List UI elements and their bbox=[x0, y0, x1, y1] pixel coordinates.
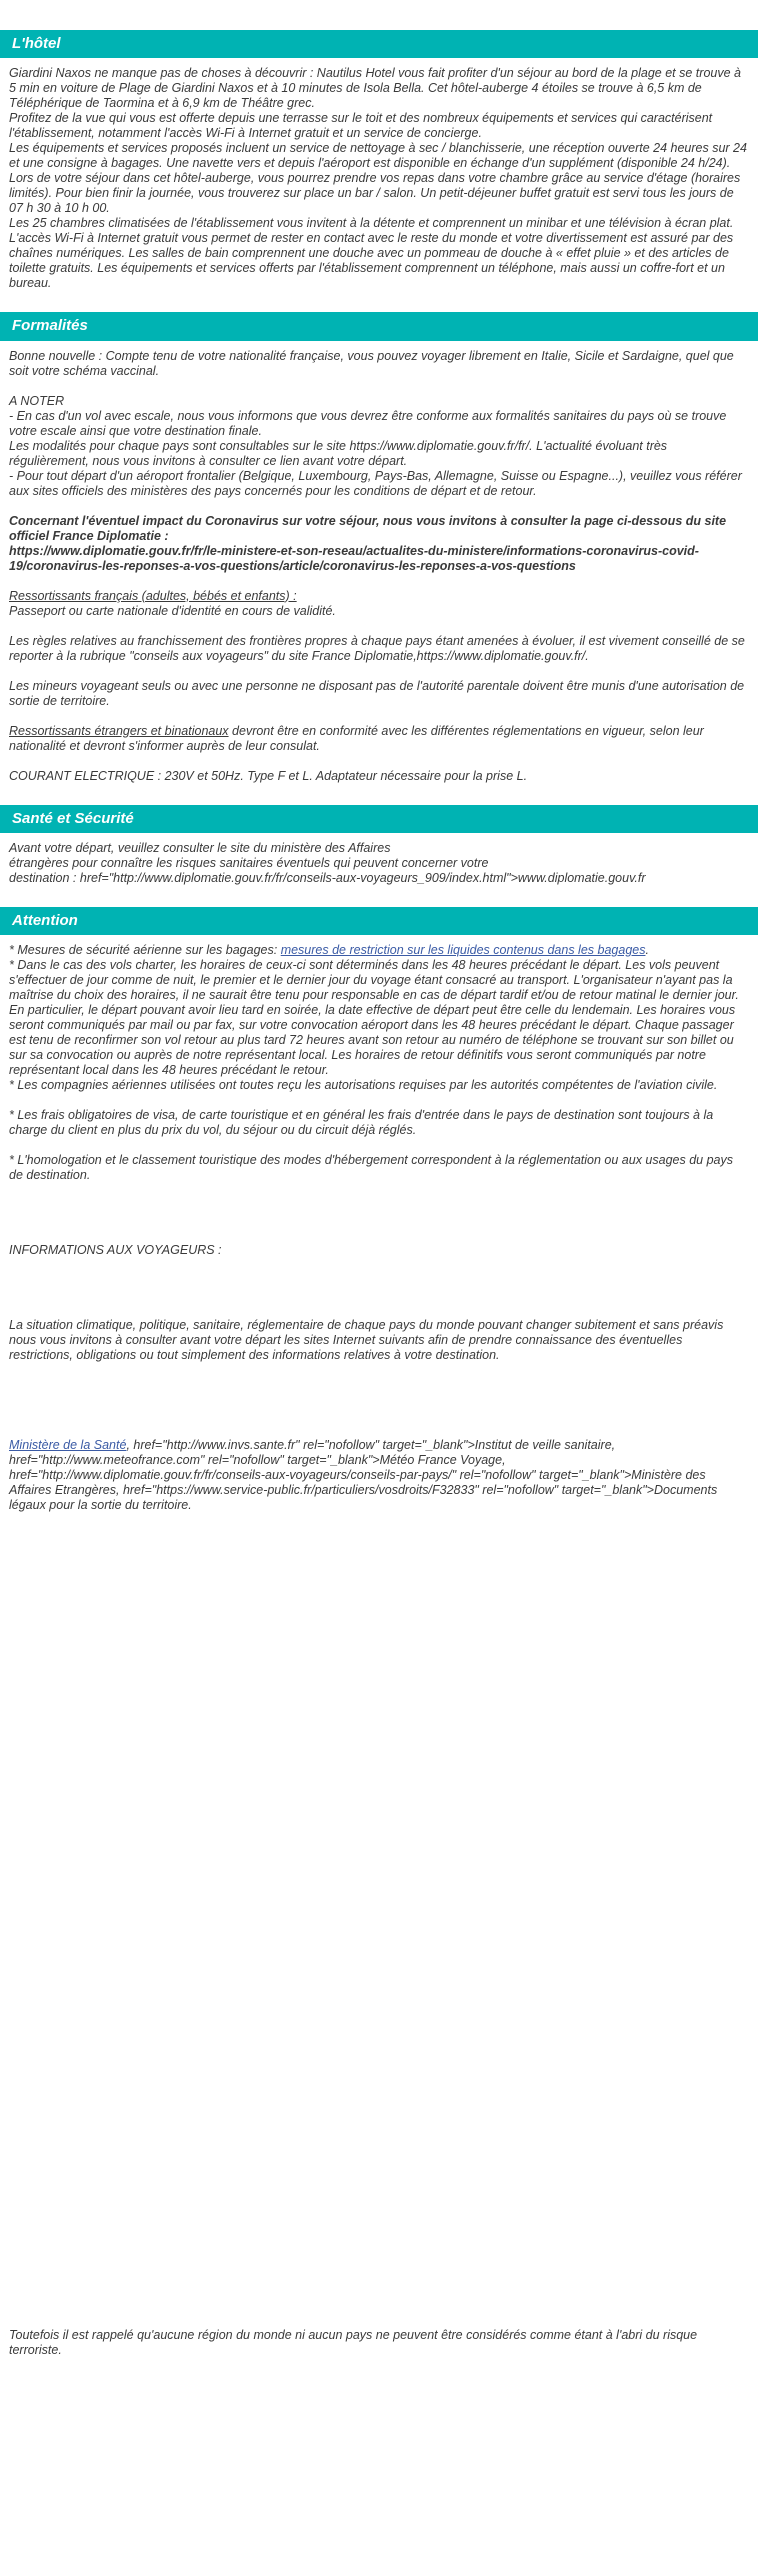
ressortissants-francais-heading bbox=[9, 589, 749, 604]
ressortissants-etrangers-note bbox=[9, 724, 749, 754]
paragraph bbox=[9, 1078, 749, 1093]
blank-line bbox=[9, 1303, 749, 1318]
paragraph bbox=[9, 604, 749, 619]
section-sante-securite bbox=[0, 805, 758, 886]
paragraph bbox=[9, 439, 749, 469]
blank-line bbox=[9, 1093, 749, 1108]
blank-line bbox=[9, 1423, 749, 1438]
courant-electrique-note bbox=[9, 769, 749, 784]
blank-line bbox=[9, 574, 749, 589]
text-run: - Pour tout départ d'un aéroport frontalier (Belgique, Luxembourg, Pays-Bas, Allemagne, Suisse ou Espagne...), veuillez vous référer aux sites officiels des ministères des pays concernés pour les conditions de départ et de retour. bbox=[9, 468, 742, 498]
blank-line bbox=[9, 379, 749, 394]
section-title-attention: Attention bbox=[12, 911, 78, 929]
text-run: Bonne nouvelle : Compte tenu de votre nationalité française, vous pouvez voyager librement en Italie, Sicile et Sardaigne, quel que soit votre schéma vaccinal. bbox=[9, 348, 734, 378]
paragraph bbox=[9, 349, 749, 379]
text-run: Giardini Naxos ne manque pas de choses à découvrir : Nautilus Hotel vous fait profiter d'un séjour au bord de la plage et se trouve à 5 min en voiture de Plage de Giardini Naxos et à 10 minutes de Isola Bella. Cet hôtel-auberge 4 étoiles se trouve à 6,5 km de Téléphérique de Taormina et à 6,9 km de Théâtre grec. bbox=[9, 66, 741, 111]
paragraph bbox=[9, 216, 749, 291]
section-body-hotel bbox=[0, 58, 758, 291]
paragraph bbox=[9, 841, 749, 856]
coronavirus-url bbox=[9, 544, 749, 574]
section-header-hotel bbox=[0, 30, 758, 58]
text-run: * Mesures de sécurité aérienne sur les bagages: bbox=[9, 943, 281, 957]
text-run: La situation climatique, politique, sanitaire, réglementaire de chaque pays du monde pouvant changer subitement et sans préavis bbox=[9, 1318, 724, 1332]
blank-line bbox=[9, 1198, 749, 1213]
paragraph bbox=[9, 679, 749, 709]
text-run: destination : href="http://www.diplomatie.gouv.fr/fr/conseils-aux-voyageurs_909/index.html">www.diplomatie.gouv.fr bbox=[9, 870, 646, 885]
paragraph bbox=[9, 141, 749, 171]
risque-terroriste-note bbox=[9, 2328, 749, 2358]
blank-line bbox=[9, 664, 749, 679]
blank-line bbox=[9, 1258, 749, 1273]
blank-line bbox=[9, 1213, 749, 1228]
blank-line bbox=[9, 1288, 749, 1303]
paragraph bbox=[9, 634, 749, 664]
paragraph bbox=[9, 871, 749, 886]
text-run: Les règles relatives au franchissement des frontières propres à chaque pays étant amenées à évoluer, il est vivement conseillé de se reporter à la rubrique "conseils aux voyageurs" du site France Diplomatie,https://www.diplomatie.gouv.fr/. bbox=[9, 633, 745, 663]
text-run: Les mineurs voyageant seuls ou avec une personne ne disposant pas de l'autorité parentale doivent être munis d'une autorisation de sortie de territoire. bbox=[9, 678, 745, 708]
text-run: Profitez de la vue qui vous est offerte depuis une terrasse sur le toit et des nombreux équipements et services qui caractérisent l'établissement, notamment l'accès Wi-Fi à Internet gratuit et un service de concierge. bbox=[9, 111, 713, 141]
bold-text: https://www.diplomatie.gouv.fr/fr/le-ministere-et-son-reseau/actualites-du-ministere/informations-coronavirus-covid-19/coronavirus-les-reponses-a-vos-questions/article/coronavirus-les-reponses-a-vos-questions bbox=[9, 543, 699, 573]
text-run: Toutefois il est rappelé qu'aucune région du monde ni aucun pays ne peuvent être considérés comme étant à l'abri du risque terroriste. bbox=[9, 2328, 698, 2357]
text-run: devront être en conformité avec les différentes réglementations en vigueur, selon leur nationalité et devront s'informer auprès de leur consulat. bbox=[9, 723, 704, 753]
paragraph bbox=[9, 1153, 749, 1183]
bold-text: Concernant l'éventuel impact du Coronavirus sur votre séjour, nous vous invitons à consulter la page ci-dessous du site officiel France Diplomatie : bbox=[9, 513, 727, 543]
paragraph bbox=[9, 409, 749, 439]
liens-utiles bbox=[9, 1438, 749, 1513]
paragraph bbox=[9, 856, 749, 871]
section-header-attention bbox=[0, 907, 758, 935]
blank-line bbox=[9, 1273, 749, 1288]
blank-line bbox=[9, 709, 749, 724]
section-body-attention bbox=[0, 935, 758, 2358]
section-title-hotel: L'hôtel bbox=[12, 35, 61, 52]
section-body-formalites bbox=[0, 341, 758, 784]
blank-line bbox=[9, 1378, 749, 1393]
text-run: - En cas d'un vol avec escale, nous vous informons que vous devrez être conforme aux formalités sanitaires du pays où se trouve votre escale ainsi que votre destination finale. bbox=[9, 408, 727, 438]
text-run: * Les frais obligatoires de visa, de carte touristique et en général les frais d'entrée dans le pays de destination sont toujours à la charge du client en plus du prix du vol, du séjour ou du circuit déjà réglés. bbox=[9, 1108, 714, 1137]
whitespace-spacer bbox=[9, 1513, 749, 2328]
section-title-formalites: Formalités bbox=[12, 317, 88, 335]
text-run: . bbox=[645, 943, 649, 957]
text-run: étrangères pour connaître les risques sanitaires éventuels qui peuvent concerner votre bbox=[9, 855, 489, 870]
blank-line bbox=[9, 1183, 749, 1198]
blank-line bbox=[9, 1363, 749, 1378]
blank-line bbox=[9, 1393, 749, 1408]
section-header-sante-securite bbox=[0, 805, 758, 833]
underlined-text: Ressortissants français (adultes, bébés et enfants) : bbox=[9, 588, 297, 603]
text-run: Les modalités pour chaque pays sont consultables sur le site https://www.diplomatie.gouv.fr/fr/. L'actualité évoluant très régulièrement, nous vous invitons à consulter ce lien avant votre départ. bbox=[9, 438, 668, 468]
blank-line bbox=[9, 1228, 749, 1243]
informations-voyageurs-heading bbox=[9, 1243, 749, 1258]
ministere-sante-link[interactable]: Ministère de la Santé bbox=[9, 1438, 127, 1452]
coronavirus-notice bbox=[9, 514, 749, 544]
text-run: Lors de votre séjour dans cet hôtel-auberge, vous pourrez prendre vos repas dans votre chambre grâce au service d'étage (horaires limités). Pour bien finir la journée, vous trouverez sur place un bar / salon. Un petit-déjeuner buffet gratuit est servi tous les jours de 07 h 30 à 10 h 00. bbox=[9, 171, 741, 216]
text-run: Avant votre départ, veuillez consulter le site du ministère des Affaires bbox=[9, 840, 391, 855]
section-header-formalites bbox=[0, 312, 758, 340]
text-run: * Dans le cas des vols charter, les horaires de ceux-ci sont déterminés dans les 48 heures précédant le départ. Les vols peuvent s'effectuer de jour comme de nuit, le premier et le dernier jour du voyage étant consacré au transport. L'organisateur n'ayant pas la maîtrise du choix des horaires, il ne saurait être tenu pour responsable en cas de départ tardif et/ou de retour matinal le dernier jour. En particulier, le départ pouvant avoir lieu tard en soirée, la date effective de départ peut être celle du lendemain. Les horaires vous seront communiqués par mail ou par fax, sur votre convocation aéroport dans les 48 heures précédant le départ. Chaque passager est tenu de reconfirmer son vol retour au plus tard 72 heures avant son retour au numéro de téléphone se trouvant sur son billet ou sur sa convocation ou auprès de notre représentant local. Les horaires de retour définitifs vous seront communiqués par notre représentant local dans les 48 heures précédant le retour. bbox=[9, 958, 739, 1077]
blank-line bbox=[9, 499, 749, 514]
underlined-text: Ressortissants étrangers et binationaux bbox=[9, 723, 229, 738]
paragraph bbox=[9, 1333, 749, 1363]
blank-line bbox=[9, 754, 749, 769]
text-run: Passeport ou carte nationale d'identité en cours de validité. bbox=[9, 603, 336, 618]
text-run: COURANT ELECTRIQUE : 230V et 50Hz. Type F et L. Adaptateur nécessaire pour la prise L. bbox=[9, 768, 528, 783]
text-run: * L'homologation et le classement touristique des modes d'hébergement correspondent à la réglementation ou aux usages du pays de destination. bbox=[9, 1153, 733, 1182]
paragraph bbox=[9, 66, 749, 111]
section-body-sante-securite bbox=[0, 833, 758, 886]
paragraph bbox=[9, 469, 749, 499]
section-formalites bbox=[0, 312, 758, 783]
blank-line bbox=[9, 619, 749, 634]
text-run: Les 25 chambres climatisées de l'établissement vous invitent à la détente et comprennent un minibar et une télévision à écran plat. L'accès Wi-Fi à Internet gratuit vous permet de rester en contact avec le reste du monde et votre divertissement est assuré par des chaînes numériques. Les salles de bain comprennent une douche avec un pommeau de douche à « effet pluie » et des articles de toilette gratuits. Les équipements et services offerts par l'établissement comprennent un téléphone, mais aussi un coffre-fort et un bureau. bbox=[9, 216, 734, 291]
paragraph bbox=[9, 1318, 749, 1333]
a-noter-heading bbox=[9, 394, 749, 409]
text-run: nous vous invitons à consulter avant votre départ les sites Internet suivants afin de prendre connaissance des éventuelles restrictions, obligations ou tout simplement des informations relatives à votre destination. bbox=[9, 1333, 683, 1362]
mesures-securite-bagages bbox=[9, 943, 749, 958]
section-hotel bbox=[0, 30, 758, 291]
paragraph bbox=[9, 111, 749, 141]
paragraph bbox=[9, 958, 749, 1078]
blank-line bbox=[9, 1138, 749, 1153]
section-attention bbox=[0, 907, 758, 2358]
text-run: INFORMATIONS AUX VOYAGEURS : bbox=[9, 1243, 222, 1257]
text-run: Les équipements et services proposés incluent un service de nettoyage à sec / blanchisserie, une réception ouverte 24 heures sur 24 et une consigne à bagages. Une navette vers et depuis l'aéroport est disponible en échange d'un supplément (disponible 24 h/24). bbox=[9, 141, 747, 171]
section-title-sante-securite: Santé et Sécurité bbox=[12, 809, 134, 827]
blank-line bbox=[9, 1408, 749, 1423]
paragraph bbox=[9, 1108, 749, 1138]
text-run: * Les compagnies aériennes utilisées ont toutes reçu les autorisations requises par les autorités compétentes de l'aviation civile. bbox=[9, 1078, 718, 1092]
liquides-bagages-link[interactable]: mesures de restriction sur les liquides contenus dans les bagages bbox=[280, 943, 646, 957]
paragraph bbox=[9, 171, 749, 216]
text-run: A NOTER bbox=[9, 393, 65, 408]
text-run: , href="http://www.invs.sante.fr" rel="nofollow" target="_blank">Institut de veille sanitaire, href="http://www.meteofrance.com" rel="nofollow" target="_blank">Météo France Voyage, href="http://www.diplomatie.gouv.fr/fr/conseils-aux-voyageurs/conseils-par-pays/" rel="nofollow" target="_blank">Ministère des Affaires Etrangères, href="https://www.service-public.fr/particuliers/vosdroits/F32833" rel="nofollow" target="_blank">Documents légaux pour la sortie du territoire. bbox=[9, 1438, 718, 1512]
